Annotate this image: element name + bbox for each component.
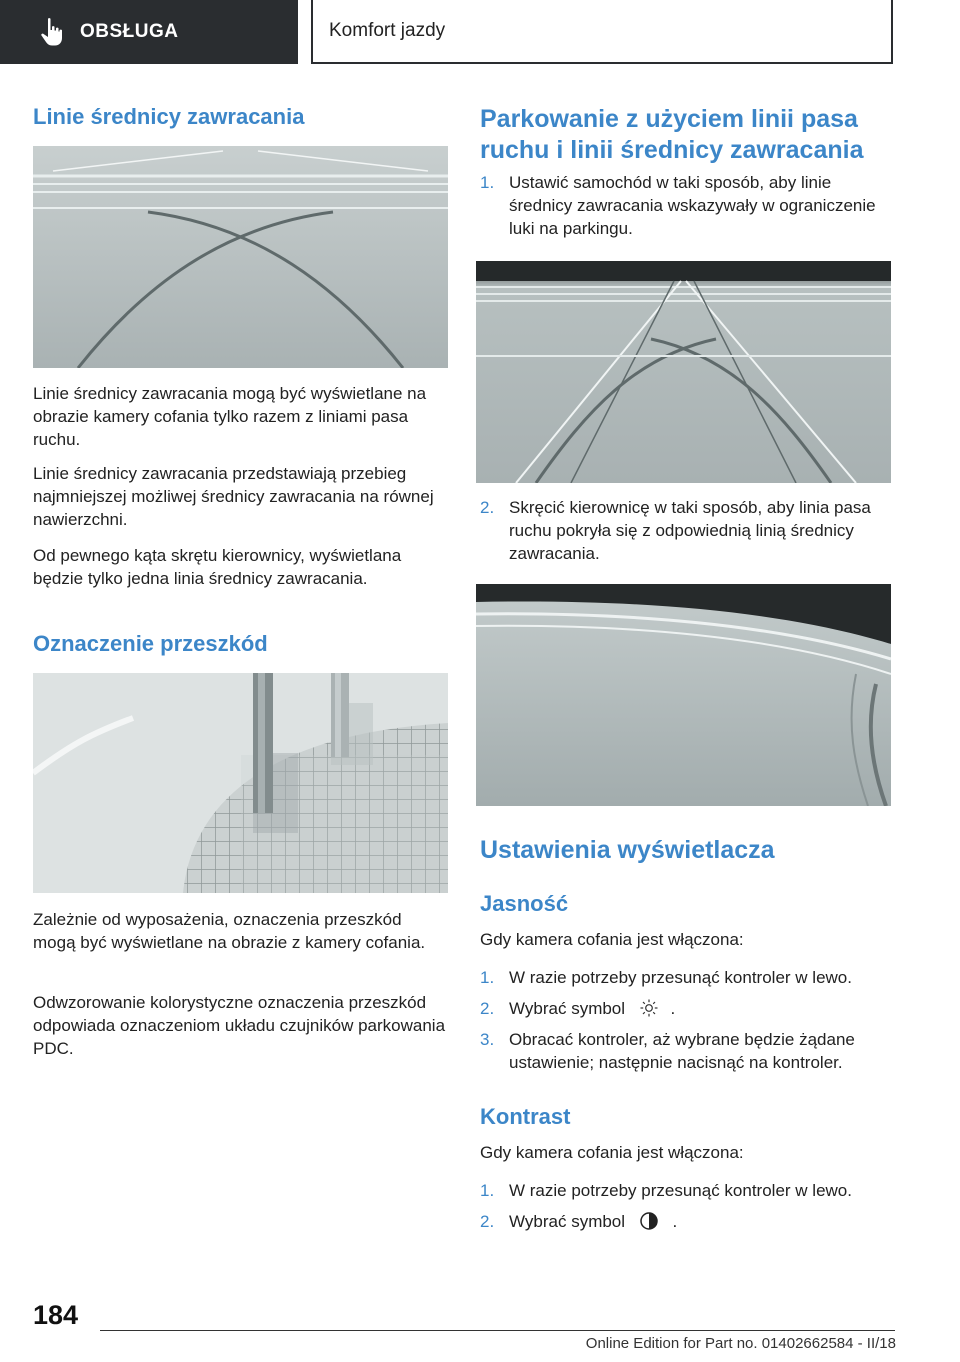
list-item	[480, 496, 895, 565]
parking-steps-2	[480, 496, 895, 565]
step-number: 3.	[480, 1030, 495, 1049]
paragraph: Zależnie od wyposażenia, oznaczenia przeszkód mogą być wyświetlane na obrazie z kamery cofania.	[33, 910, 426, 952]
turning-circle-lines-figure	[33, 146, 448, 368]
step-text: W razie potrzeby przesunąć kontroler w lewo.	[509, 968, 852, 987]
chapter-title: Komfort jazdy	[329, 20, 446, 41]
step-number: 2.	[480, 1212, 495, 1231]
list-item	[480, 1210, 895, 1233]
brightness-title: Jasność	[480, 891, 569, 916]
paragraph: Linie średnicy zawracania przedstawiają przebieg najmniejszej możliwej średnicy zawracania na równej nawierzchni.	[33, 464, 434, 529]
display-settings-title: Ustawienia wyświetlacza	[480, 836, 775, 864]
list-item	[480, 966, 895, 989]
step-number: 1.	[480, 173, 495, 192]
list-item	[480, 171, 895, 240]
step-text: Obracać kontroler, aż wybrane będzie żądane ustawienie; następnie nacisnąć na kontroler.	[509, 1030, 855, 1072]
footer-divider	[100, 1330, 895, 1331]
contrast-title: Kontrast	[480, 1104, 571, 1129]
step-number: 1.	[480, 968, 495, 987]
step-text: Wybrać symbol	[509, 999, 626, 1018]
section-tab	[0, 0, 298, 64]
chapter-header	[311, 0, 893, 64]
step-text: Skręcić kierownicę w taki sposób, aby linia pasa ruchu pokryła się z odpowiednią linią średnicy zawracania.	[509, 498, 871, 563]
sun-brightness-icon	[640, 999, 658, 1017]
step-text-end: .	[672, 1212, 678, 1231]
paragraph: Gdy kamera cofania jest włączona:	[480, 930, 744, 949]
step-number: 2.	[480, 498, 495, 517]
turning-circle-lines-title: Linie średnicy zawracania	[33, 104, 305, 129]
obstacle-marking-figure	[33, 673, 448, 893]
page-number: 184	[33, 1300, 79, 1330]
steering-alignment-figure	[476, 584, 891, 806]
paragraph: Gdy kamera cofania jest włączona:	[480, 1143, 744, 1162]
step-text: W razie potrzeby przesunąć kontroler w lewo.	[509, 1181, 852, 1200]
paragraph: Od pewnego kąta skrętu kierownicy, wyświetlana będzie tylko jedna linia średnicy zawracania.	[33, 546, 402, 588]
paragraph: Odwzorowanie kolorystyczne oznaczenia przeszkód odpowiada oznaczeniom układu czujników parkowania PDC.	[33, 993, 446, 1058]
paragraph: Linie średnicy zawracania mogą być wyświetlane na obrazie kamery cofania tylko razem z liniami pasa ruchu.	[33, 384, 427, 449]
brightness-steps	[480, 966, 895, 1074]
section-label: OBSŁUGA	[80, 21, 179, 42]
parking-lines-figure	[476, 261, 891, 483]
step-number: 1.	[480, 1181, 495, 1200]
contrast-icon	[640, 1212, 658, 1230]
contrast-steps	[480, 1179, 895, 1233]
hand-pointer-icon	[40, 17, 64, 47]
step-number: 2.	[480, 999, 495, 1018]
list-item	[480, 997, 895, 1020]
list-item	[480, 1028, 895, 1074]
step-text: Ustawić samochód w taki sposób, aby linie średnicy zawracania wskazywały w ograniczenie luki na parkingu.	[509, 173, 876, 238]
parking-title: Parkowanie z użyciem linii pasa ruchu i linii średnicy zawracania	[480, 105, 864, 164]
obstacle-marking-title: Oznaczenie przeszkód	[33, 631, 268, 656]
list-item	[480, 1179, 895, 1202]
step-text-end: .	[670, 999, 676, 1018]
parking-steps-1	[480, 171, 895, 240]
step-text: Wybrać symbol	[509, 1212, 626, 1231]
edition-text: Online Edition for Part no. 01402662584 - II/18	[585, 1335, 896, 1352]
